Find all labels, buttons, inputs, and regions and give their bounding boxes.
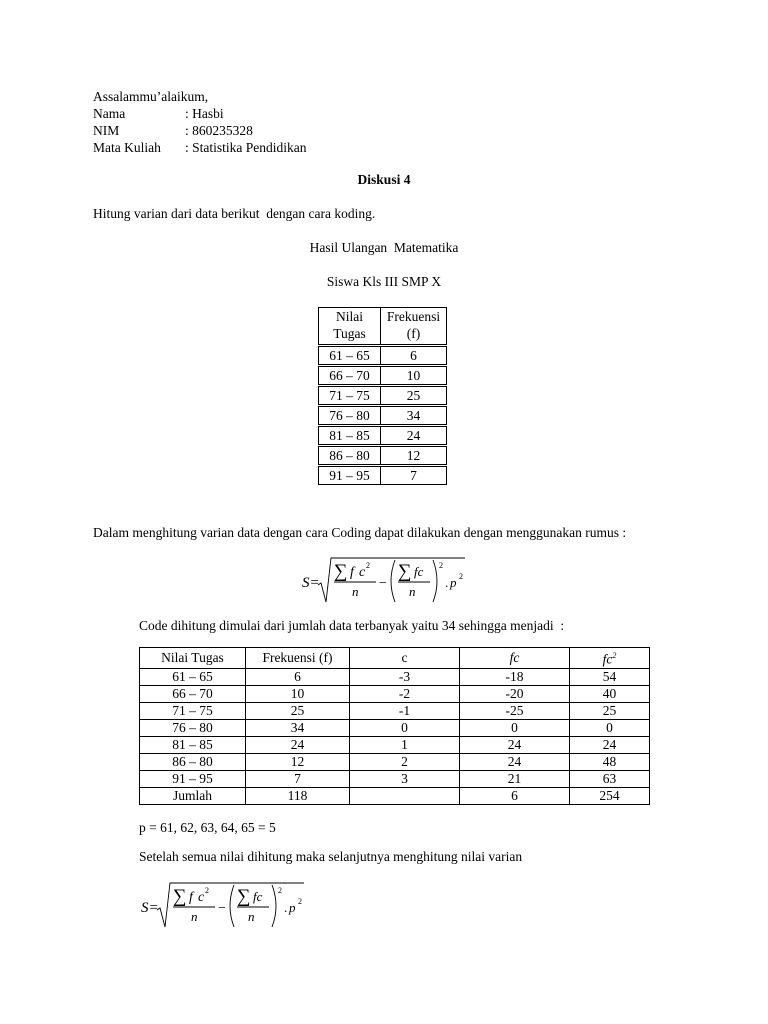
svg-text:c: c (198, 890, 205, 905)
svg-text:n: n (248, 909, 255, 924)
svg-text:S=: S= (302, 575, 320, 591)
page-title: Diskusi 4 (357, 172, 411, 187)
table-total-row: Jumlah 118 6 254 (140, 787, 650, 804)
table-row: 76 – 80 34 (319, 406, 447, 426)
coding-table (139, 647, 650, 805)
table-row: 61 – 65 6 -3 -18 54 (140, 668, 650, 685)
svg-text:c: c (359, 565, 366, 580)
course-label: Mata Kuliah (93, 140, 161, 155)
header-cell: Nilai Tugas (319, 308, 381, 346)
svg-text:S=: S= (141, 900, 159, 916)
svg-text:p: p (450, 575, 457, 590)
svg-text:fc: fc (414, 564, 424, 579)
course-row (93, 139, 307, 156)
table-row: 71 – 75 25 -1 -25 25 (140, 702, 650, 719)
table-row: 86 – 80 12 (319, 446, 447, 466)
svg-text:n: n (352, 584, 359, 599)
svg-text:2: 2 (439, 561, 443, 570)
name-label: Nama (93, 106, 126, 121)
greeting: Assalammu’alaikum, (93, 89, 209, 104)
svg-text:f: f (350, 565, 354, 580)
name-value: : Hasbi (185, 106, 224, 121)
frequency-table (318, 307, 447, 485)
table-subtitle-1: Hasil Ulangan Matematika (309, 240, 459, 255)
table-row: 61 – 65 6 (319, 346, 447, 366)
header-cell: Nilai Tugas (140, 648, 246, 669)
header-cell: Frekuensi (f) (246, 648, 350, 669)
svg-text:f: f (189, 890, 193, 905)
nim-label: NIM (93, 123, 120, 138)
svg-text:∑: ∑ (334, 561, 348, 582)
svg-text:2: 2 (459, 572, 463, 581)
header-cell: $fc^2$ (570, 648, 650, 669)
svg-text:fc: fc (253, 889, 263, 904)
table-row: 76 – 80 34 0 0 0 (140, 719, 650, 736)
table-row: 66 – 70 10 -2 -20 40 (140, 685, 650, 702)
table-row: 81 – 85 24 (319, 426, 447, 446)
variance-formula-2 (139, 879, 309, 935)
svg-text:2: 2 (366, 561, 370, 570)
svg-text:∑: ∑ (173, 886, 187, 907)
svg-text:2: 2 (205, 886, 209, 895)
closing-text: Setelah semua nilai dihitung maka selanjutnya menghitung nilai varian (139, 849, 523, 864)
instruction-text: Hitung varian dari data berikut dengan cara koding. (93, 206, 376, 221)
svg-text:2: 2 (298, 897, 302, 906)
name-row (93, 105, 224, 122)
nim-row (93, 122, 253, 139)
svg-text:.: . (284, 900, 288, 915)
table-row: 81 – 85 24 1 24 24 (140, 736, 650, 753)
table-header-row (140, 648, 650, 669)
svg-text:.: . (445, 575, 449, 590)
svg-text:p: p (289, 900, 296, 915)
code-note: Code dihitung dimulai dari jumlah data terbanyak yaitu 34 sehingga menjadi : (139, 618, 565, 633)
nim-value: : 860235328 (185, 123, 253, 138)
svg-text:−: − (218, 901, 226, 916)
svg-text:−: − (379, 576, 387, 591)
svg-text:n: n (409, 584, 416, 599)
svg-text:n: n (191, 909, 198, 924)
header-cell: fc (460, 648, 570, 669)
course-value: : Statistika Pendidikan (185, 140, 307, 155)
header-cell: c (350, 648, 460, 669)
svg-text:∑: ∑ (398, 561, 412, 582)
p-value-line: p = 61, 62, 63, 64, 65 = 5 (139, 820, 276, 835)
table-row: 66 – 70 10 (319, 366, 447, 386)
header-cell: Frekuensi (f) (381, 308, 447, 346)
table-row: 71 – 75 25 (319, 386, 447, 406)
variance-formula (300, 554, 470, 610)
table-row: 91 – 95 7 (319, 466, 447, 485)
svg-text:2: 2 (278, 886, 282, 895)
table-subtitle-2: Siswa Kls III SMP X (326, 274, 442, 289)
table-row: 91 – 95 7 3 21 63 (140, 770, 650, 787)
formula-intro: Dalam menghitung varian data dengan cara Coding dapat dilakukan dengan menggunakan rumus : (93, 525, 627, 540)
svg-text:∑: ∑ (237, 886, 251, 907)
table-row: 86 – 80 12 2 24 48 (140, 753, 650, 770)
